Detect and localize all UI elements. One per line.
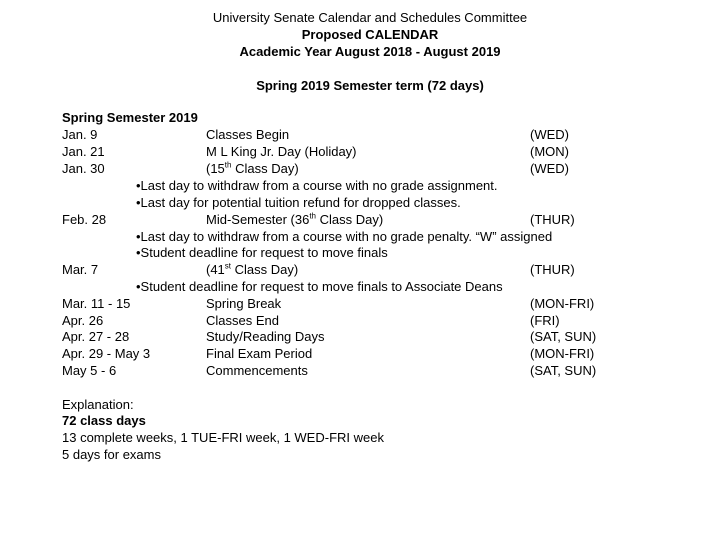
row-day: (WED): [530, 161, 569, 176]
row-date: Jan. 9: [62, 127, 98, 142]
explanation-exams: 5 days for exams: [62, 447, 161, 462]
row-date: Mar. 11 - 15: [62, 296, 131, 311]
row-date: Jan. 21: [62, 144, 105, 159]
row-day: (MON): [530, 144, 569, 159]
bullet-note: •Last day to withdraw from a course with no grade assignment.: [136, 178, 498, 193]
row-day: (FRI): [530, 313, 560, 328]
academic-year-heading: Academic Year August 2018 - August 2019: [239, 44, 501, 59]
row-event: Spring Break: [206, 296, 282, 311]
row-date: Feb. 28: [62, 212, 107, 227]
row-event: Commencements: [206, 363, 308, 378]
row-event: M L King Jr. Day (Holiday): [206, 144, 357, 159]
term-heading: Spring 2019 Semester term (72 days): [256, 78, 484, 93]
bullet-note: •Student deadline for request to move finals to Associate Deans: [136, 279, 503, 294]
row-day: (MON-FRI): [530, 346, 595, 361]
row-day: (WED): [530, 127, 569, 142]
explanation-class-days: 72 class days: [62, 413, 146, 428]
row-date: May 5 - 6: [62, 363, 117, 378]
row-event: (41st Class Day): [206, 261, 299, 277]
row-date: Apr. 29 - May 3: [62, 346, 151, 361]
semester-title: Spring Semester 2019: [62, 110, 198, 125]
row-event: (15th Class Day): [206, 160, 299, 176]
bullet-note: •Last day for potential tuition refund for dropped classes.: [136, 195, 461, 210]
proposed-calendar-heading: Proposed CALENDAR: [301, 27, 439, 42]
row-day: (THUR): [530, 212, 575, 227]
row-event: Final Exam Period: [206, 346, 313, 361]
explanation-label: Explanation:: [62, 397, 134, 412]
row-day: (MON-FRI): [530, 296, 595, 311]
row-date: Jan. 30: [62, 161, 105, 176]
row-date: Apr. 27 - 28: [62, 329, 130, 344]
bullet-note: •Student deadline for request to move finals: [136, 245, 388, 260]
row-date: Apr. 26: [62, 313, 104, 328]
committee-heading: University Senate Calendar and Schedules Committee: [212, 10, 528, 25]
row-day: (THUR): [530, 262, 575, 277]
row-date: Mar. 7: [62, 262, 99, 277]
bullet-note: •Last day to withdraw from a course with no grade penalty. “W” assigned: [136, 229, 553, 244]
row-day: (SAT, SUN): [530, 329, 597, 344]
row-event: Classes End: [206, 313, 279, 328]
row-event: Study/Reading Days: [206, 329, 325, 344]
explanation-weeks: 13 complete weeks, 1 TUE-FRI week, 1 WED-FRI week: [62, 430, 384, 445]
row-event: Classes Begin: [206, 127, 290, 142]
row-day: (SAT, SUN): [530, 363, 597, 378]
row-event: Mid-Semester (36th Class Day): [206, 211, 384, 227]
